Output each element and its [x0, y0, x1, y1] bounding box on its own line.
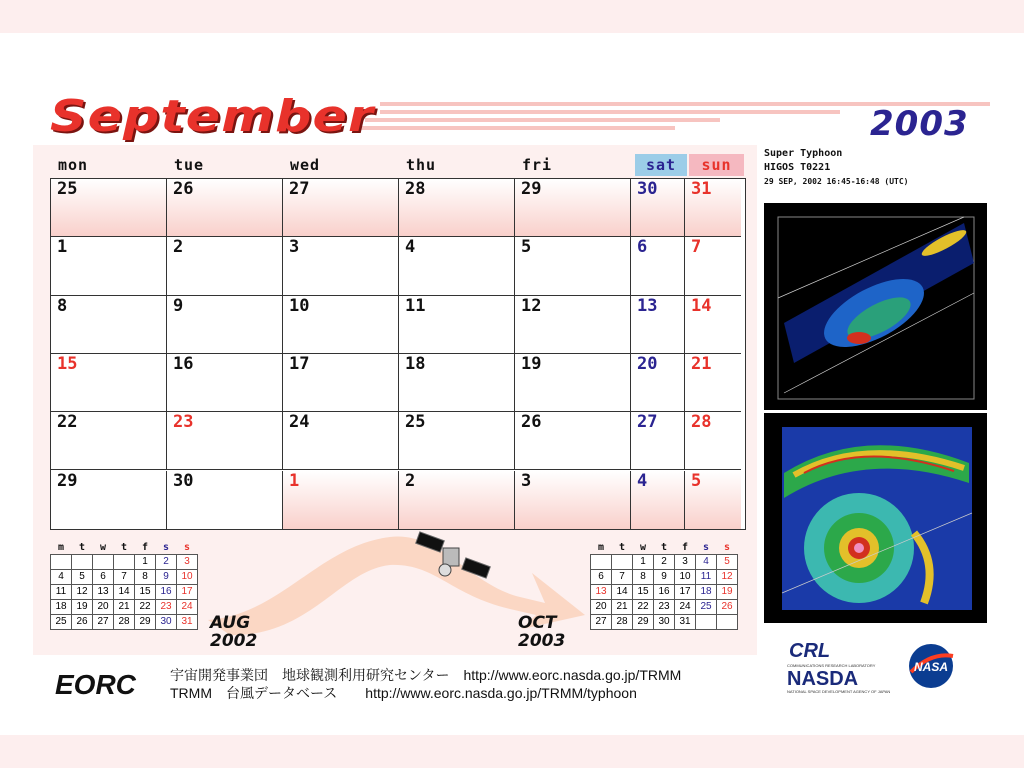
rain-svg: [764, 413, 987, 623]
mini-day-cell: 11: [696, 570, 717, 585]
day-number: 4: [405, 237, 416, 258]
mini-day-cell: [696, 615, 717, 630]
mini-day-cell: 7: [114, 570, 135, 585]
mini-day-cell: 30: [654, 615, 675, 630]
typhoon-rain-image: [764, 413, 987, 623]
mini-weekday: m: [57, 541, 65, 553]
day-number: 25: [57, 179, 78, 199]
header-stripe: [380, 110, 840, 114]
day-number: 26: [173, 179, 194, 199]
mini-weekday: s: [183, 541, 191, 553]
calendar-day-cell: [515, 237, 631, 295]
mini-day-cell: 3: [177, 555, 198, 570]
crl-logo: CRL: [789, 640, 831, 662]
mini-day-cell: 16: [654, 585, 675, 600]
calendar-day-cell: [515, 296, 631, 354]
swath-svg: [764, 203, 987, 410]
mini-weekday: t: [618, 541, 626, 553]
mini-day-cell: 31: [177, 615, 198, 630]
mini-day-cell: 11: [51, 585, 72, 600]
day-number: 30: [173, 470, 194, 491]
top-band: [0, 0, 1024, 33]
day-number: 30: [637, 179, 658, 199]
day-number: 18: [405, 353, 426, 374]
mini-day-cell: 8: [135, 570, 156, 585]
day-number: 16: [173, 353, 194, 374]
next-year-label: 2003: [518, 631, 566, 651]
mini-day-cell: 27: [591, 615, 612, 630]
day-number: 9: [173, 295, 184, 316]
day-number: 22: [57, 412, 78, 433]
weekday-mon: mon: [58, 156, 89, 174]
day-number: 7: [691, 237, 702, 258]
day-number: 24: [289, 412, 310, 433]
mini-day-cell: 15: [135, 585, 156, 600]
calendar-day-cell: [283, 471, 399, 529]
mini-day-cell: 14: [612, 585, 633, 600]
mini-weekday: m: [597, 541, 605, 553]
nasda-logo: NASDA: [787, 668, 859, 690]
mini-day-cell: 17: [177, 585, 198, 600]
mini-day-cell: 2: [654, 555, 675, 570]
mini-day-cell: 20: [93, 600, 114, 615]
day-number: 4: [637, 470, 648, 491]
mini-day-cell: [93, 555, 114, 570]
day-number: 5: [691, 470, 702, 491]
calendar-day-cell: [283, 354, 399, 412]
calendar-day-cell: [283, 296, 399, 354]
mini-day-cell: 1: [633, 555, 654, 570]
mini-day-cell: 26: [72, 615, 93, 630]
weekday-sat: sat: [635, 154, 687, 176]
calendar-day-cell: [399, 412, 515, 470]
calendar-day-cell: [51, 237, 167, 295]
mini-day-cell: 28: [114, 615, 135, 630]
day-number: 3: [521, 470, 532, 491]
day-number: 27: [289, 179, 310, 199]
mini-day-cell: 8: [633, 570, 654, 585]
day-number: 29: [521, 179, 542, 199]
day-number: 1: [289, 470, 300, 491]
mini-day-cell: 14: [114, 585, 135, 600]
mini-day-cell: 29: [135, 615, 156, 630]
prev-year-label: 2002: [210, 631, 258, 651]
mini-day-cell: 31: [675, 615, 696, 630]
satellite-icon: [415, 530, 495, 590]
calendar-day-cell: [51, 179, 167, 237]
mini-day-cell: 5: [72, 570, 93, 585]
mini-day-cell: 2: [156, 555, 177, 570]
calendar-day-cell: [631, 412, 685, 470]
mini-day-cell: 13: [591, 585, 612, 600]
calendar-day-cell: [631, 179, 685, 237]
typhoon-caption-1: Super Typhoon: [764, 148, 843, 159]
day-number: 21: [691, 353, 712, 374]
mini-day-cell: 4: [51, 570, 72, 585]
calendar-day-cell: [515, 354, 631, 412]
mini-day-cell: 30: [156, 615, 177, 630]
mini-day-cell: 13: [93, 585, 114, 600]
day-number: 5: [521, 237, 532, 258]
satellite-body: [443, 548, 459, 566]
calendar-day-cell: [167, 179, 283, 237]
mini-weekday: f: [681, 541, 689, 553]
calendar-day-cell: [685, 296, 741, 354]
mini-day-cell: 10: [177, 570, 198, 585]
calendar-day-cell: [631, 354, 685, 412]
calendar-day-cell: [51, 296, 167, 354]
calendar-day-cell: [515, 412, 631, 470]
day-number: 23: [173, 412, 194, 433]
calendar-day-cell: [51, 471, 167, 529]
calendar-day-cell: [283, 412, 399, 470]
mini-day-cell: 18: [51, 600, 72, 615]
calendar-day-cell: [515, 179, 631, 237]
mini-day-cell: [114, 555, 135, 570]
mini-weekday: t: [78, 541, 86, 553]
calendar-day-cell: [631, 471, 685, 529]
day-number: 19: [521, 353, 542, 374]
weekday-wed: wed: [290, 156, 321, 174]
calendar-day-cell: [167, 412, 283, 470]
mini-weekday: w: [639, 541, 647, 553]
day-number: 1: [57, 237, 68, 258]
mini-day-cell: 25: [696, 600, 717, 615]
day-number: 17: [289, 353, 310, 374]
nasda-subtitle: NATIONAL SPACE DEVELOPMENT AGENCY OF JAPAN: [787, 689, 891, 694]
weekday-thu: thu: [406, 156, 437, 174]
calendar-day-cell: [631, 237, 685, 295]
nasa-meatball-icon: [905, 642, 957, 690]
month-title: September: [50, 91, 375, 142]
satellite-dish: [439, 564, 451, 576]
weekday-sun: sun: [689, 154, 744, 176]
mini-day-cell: 10: [675, 570, 696, 585]
mini-weekday: s: [723, 541, 731, 553]
calendar-day-cell: [685, 354, 741, 412]
mini-weekday: f: [141, 541, 149, 553]
mini-day-cell: 6: [591, 570, 612, 585]
calendar-day-cell: [685, 412, 741, 470]
calendar-day-cell: [167, 237, 283, 295]
nasa-logo-text: NASA: [913, 660, 949, 674]
day-number: 6: [637, 237, 648, 258]
mini-day-cell: 22: [135, 600, 156, 615]
calendar-day-cell: [167, 471, 283, 529]
mini-day-cell: [612, 555, 633, 570]
crl-subtitle: COMMUNICATIONS RESEARCH LABORATORY: [787, 663, 876, 668]
calendar-day-cell: [399, 296, 515, 354]
day-number: 15: [57, 353, 78, 374]
calendar-day-cell: [685, 471, 741, 529]
header-stripe: [365, 118, 720, 122]
mini-day-cell: 12: [72, 585, 93, 600]
day-number: 10: [289, 295, 310, 316]
weekday-fri: fri: [522, 156, 553, 174]
day-number: 27: [637, 412, 658, 433]
calendar-day-cell: [399, 179, 515, 237]
mini-weekday: w: [99, 541, 107, 553]
calendar-day-cell: [51, 354, 167, 412]
day-number: 20: [637, 353, 658, 374]
day-number: 28: [691, 412, 712, 433]
calendar-day-cell: [685, 237, 741, 295]
mini-day-cell: 15: [633, 585, 654, 600]
mini-day-cell: 7: [612, 570, 633, 585]
mini-day-cell: 22: [633, 600, 654, 615]
typhoon-caption-2: HIGOS T0221: [764, 162, 831, 173]
mini-day-cell: 20: [591, 600, 612, 615]
mini-day-cell: 4: [696, 555, 717, 570]
mini-day-cell: 9: [654, 570, 675, 585]
mini-day-cell: 24: [177, 600, 198, 615]
mini-calendar-august: [50, 540, 198, 630]
month-grid: [50, 178, 746, 530]
day-number: 8: [57, 295, 68, 316]
day-number: 13: [637, 295, 658, 316]
day-number: 12: [521, 295, 542, 316]
mini-day-cell: 27: [93, 615, 114, 630]
mini-weekday: s: [702, 541, 710, 553]
typhoon-swath-image: [764, 203, 987, 410]
calendar-day-cell: [51, 412, 167, 470]
day-number: 29: [57, 470, 78, 491]
mini-day-cell: 19: [72, 600, 93, 615]
mini-day-cell: 16: [156, 585, 177, 600]
header-stripe: [355, 126, 675, 130]
mini-day-cell: 25: [51, 615, 72, 630]
mini-day-cell: 23: [156, 600, 177, 615]
calendar-day-cell: [283, 237, 399, 295]
mini-calendar-october: [590, 540, 738, 630]
mini-weekday: t: [120, 541, 128, 553]
day-number: 14: [691, 295, 712, 316]
mini-day-cell: 29: [633, 615, 654, 630]
day-number: 2: [173, 237, 184, 258]
calendar-day-cell: [283, 179, 399, 237]
day-number: 28: [405, 179, 426, 199]
calendar-day-cell: [167, 296, 283, 354]
footer-line-2: TRMM 台風データベース http://www.eorc.nasda.go.jp/TRMM/typhoon: [170, 685, 637, 701]
typhoon-eye: [854, 543, 864, 553]
day-number: 25: [405, 412, 426, 433]
footer-line-1: 宇宙開発事業団 地球観測利用研究センター http://www.eorc.nasda.go.jp/TRMM: [170, 667, 682, 683]
calendar-day-cell: [685, 179, 741, 237]
calendar-day-cell: [399, 237, 515, 295]
day-number: 31: [691, 179, 712, 199]
mini-day-cell: 6: [93, 570, 114, 585]
mini-weekday: t: [660, 541, 668, 553]
weekday-tue: tue: [174, 156, 205, 174]
mini-day-cell: 19: [717, 585, 738, 600]
mini-day-cell: 21: [114, 600, 135, 615]
mini-day-cell: [717, 615, 738, 630]
calendar-day-cell: [631, 296, 685, 354]
mini-day-cell: [51, 555, 72, 570]
calendar-day-cell: [399, 354, 515, 412]
mini-day-cell: 17: [675, 585, 696, 600]
calendar-day-cell: [515, 471, 631, 529]
year-title: 2003: [870, 104, 969, 144]
day-number: 3: [289, 237, 300, 258]
mini-day-cell: 9: [156, 570, 177, 585]
logo-box: [783, 640, 960, 695]
eorc-logo: EORC: [55, 669, 136, 700]
mini-day-cell: 12: [717, 570, 738, 585]
mini-day-cell: 23: [654, 600, 675, 615]
typhoon-caption-3: 29 SEP, 2002 16:45-16:48 (UTC): [764, 177, 909, 186]
mini-day-cell: [72, 555, 93, 570]
calendar-day-cell: [167, 354, 283, 412]
mini-day-cell: 3: [675, 555, 696, 570]
mini-day-cell: 1: [135, 555, 156, 570]
day-number: 2: [405, 470, 416, 491]
day-number: 11: [405, 295, 426, 316]
solar-panel-left: [416, 532, 445, 552]
mini-day-cell: 26: [717, 600, 738, 615]
solar-panel-right: [462, 558, 491, 578]
calendar-day-cell: [399, 471, 515, 529]
mini-day-cell: 24: [675, 600, 696, 615]
mini-weekday: s: [162, 541, 170, 553]
day-number: 26: [521, 412, 542, 433]
mini-day-cell: 28: [612, 615, 633, 630]
mini-day-cell: 18: [696, 585, 717, 600]
mini-day-cell: 5: [717, 555, 738, 570]
bottom-band: [0, 735, 1024, 768]
next-month-label: OCT: [518, 613, 557, 633]
prev-month-label: AUG: [210, 613, 251, 633]
mini-day-cell: 21: [612, 600, 633, 615]
